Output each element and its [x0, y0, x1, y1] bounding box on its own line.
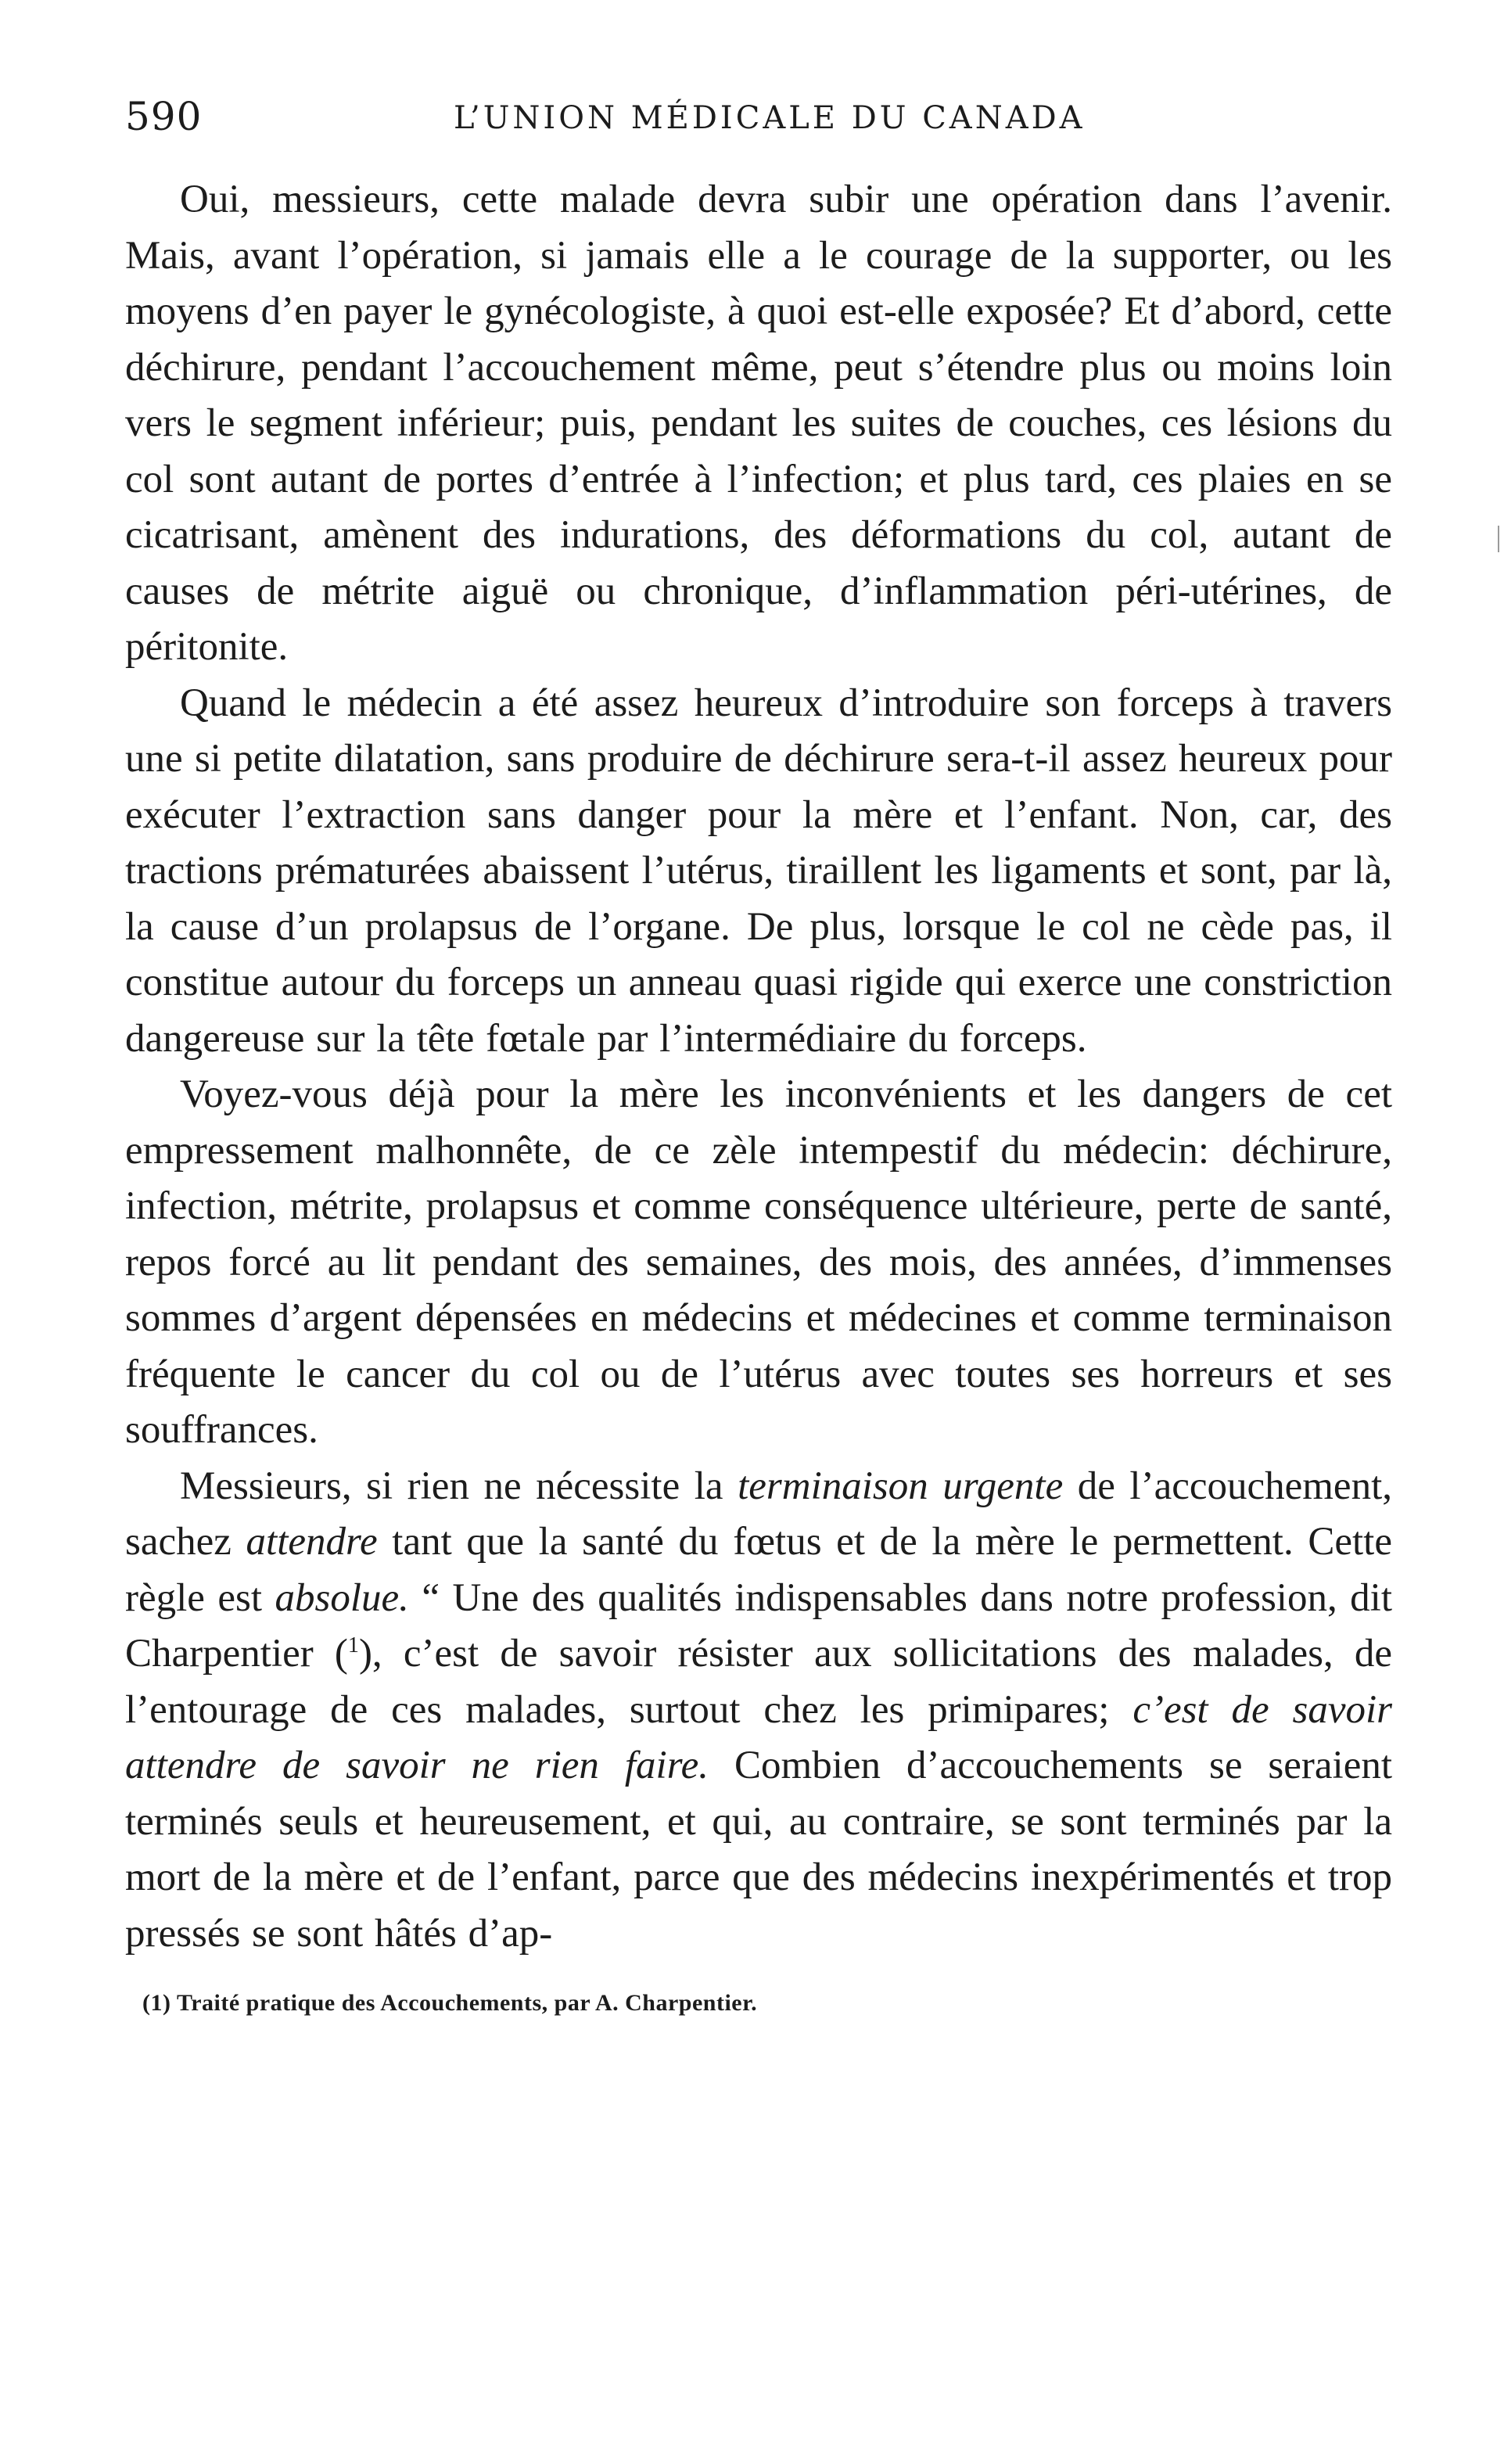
- body-text: [125, 172, 1392, 1962]
- footnote: (1) Traité pratique des Accouchements, par A. Charpentier.: [142, 1990, 758, 2016]
- running-title: L’UNION MÉDICALE DU CANADA: [454, 100, 1086, 136]
- italic-text: absolue.: [275, 1575, 409, 1620]
- text-run: “ Une des qualités indispensables dans notre profession, dit Charpentier (: [125, 1575, 1392, 1676]
- paragraph: [125, 1459, 1392, 1963]
- italic-text: attendre: [246, 1520, 378, 1564]
- margin-mark: [1498, 526, 1499, 552]
- italic-text: c’est de savoir attendre de savoir ne rien faire.: [125, 1687, 1392, 1787]
- text-run: ), c’est de savoir résister aux sollicitations des malades, de l’entourage de ces malades, surtout chez les primipares;: [125, 1632, 1393, 1732]
- text-run: Combien d’accouchements se seraient terminés seuls et heureusement, et qui, au contraire, se sont terminés par la mort de la mère et de l’enfant, parce que des médecins inexpérimentés et trop pressés se sont hâtés d’ap-: [125, 1744, 1393, 1956]
- italic-text: terminaison urgente: [738, 1464, 1064, 1508]
- paragraph: Voyez-vous déjà pour la mère les inconvénients et les dangers de cet empressement malhonnête, de ce zèle intempestif du médecin: déchirure, infection, métrite, prolapsus et comme conséquence ultérieure, perte de santé, repos forcé au lit pendant des semaines, des mois, des années, d’immenses sommes d’argent dépensées en médecins et médecines et comme terminaison fréquente le cancer du col ou de l’utérus avec toutes ses horreurs et ses souffrances.: [125, 1072, 1392, 1452]
- text-run: de l’accouchement, sachez: [125, 1464, 1392, 1564]
- book-page: [125, 94, 1392, 2017]
- paragraph: Quand le médecin a été assez heureux d’introduire son forceps à travers une si petite dilatation, sans produire de déchirure sera-t-il assez heureux pour exécuter l’extraction sans danger pour la mère et l’enfant. Non, car, des tractions prématurées abaissent l’utérus, tiraillent les ligaments et sont, par là, la cause d’un prolapsus de l’organe. De plus, lorsque le col ne cède pas, il constitue autour du forceps un anneau quasi rigide qui exerce une constriction dangereuse sur la tête fœtale par l’intermédiaire du forceps.: [125, 681, 1392, 1061]
- text-run: tant que la santé du fœtus et de la mère le permettent. Cette règle est: [125, 1520, 1392, 1620]
- page-header: [125, 94, 1392, 156]
- footnote-reference: 1: [347, 1633, 359, 1658]
- page-number: 590: [125, 94, 203, 139]
- text-run: Messieurs, si rien ne nécessite la: [180, 1464, 738, 1508]
- paragraph: Oui, messieurs, cette malade devra subir une opération dans l’avenir. Mais, avant l’opération, si jamais elle a le courage de la supporter, ou les moyens d’en payer le gynécologiste, à quoi est-elle exposée? Et d’abord, cette déchirure, pendant l’accouchement même, peut s’étendre plus ou moins loin vers le segment inférieur; puis, pendant les suites de couches, ces lésions du col sont autant de portes d’entrée à l’infection; et plus tard, ces plaies en se cicatrisant, amènent des indurations, des déformations du col, autant de causes de métrite aiguë ou chronique, d’inflammation péri-utérines, de péritonite.: [125, 178, 1392, 669]
